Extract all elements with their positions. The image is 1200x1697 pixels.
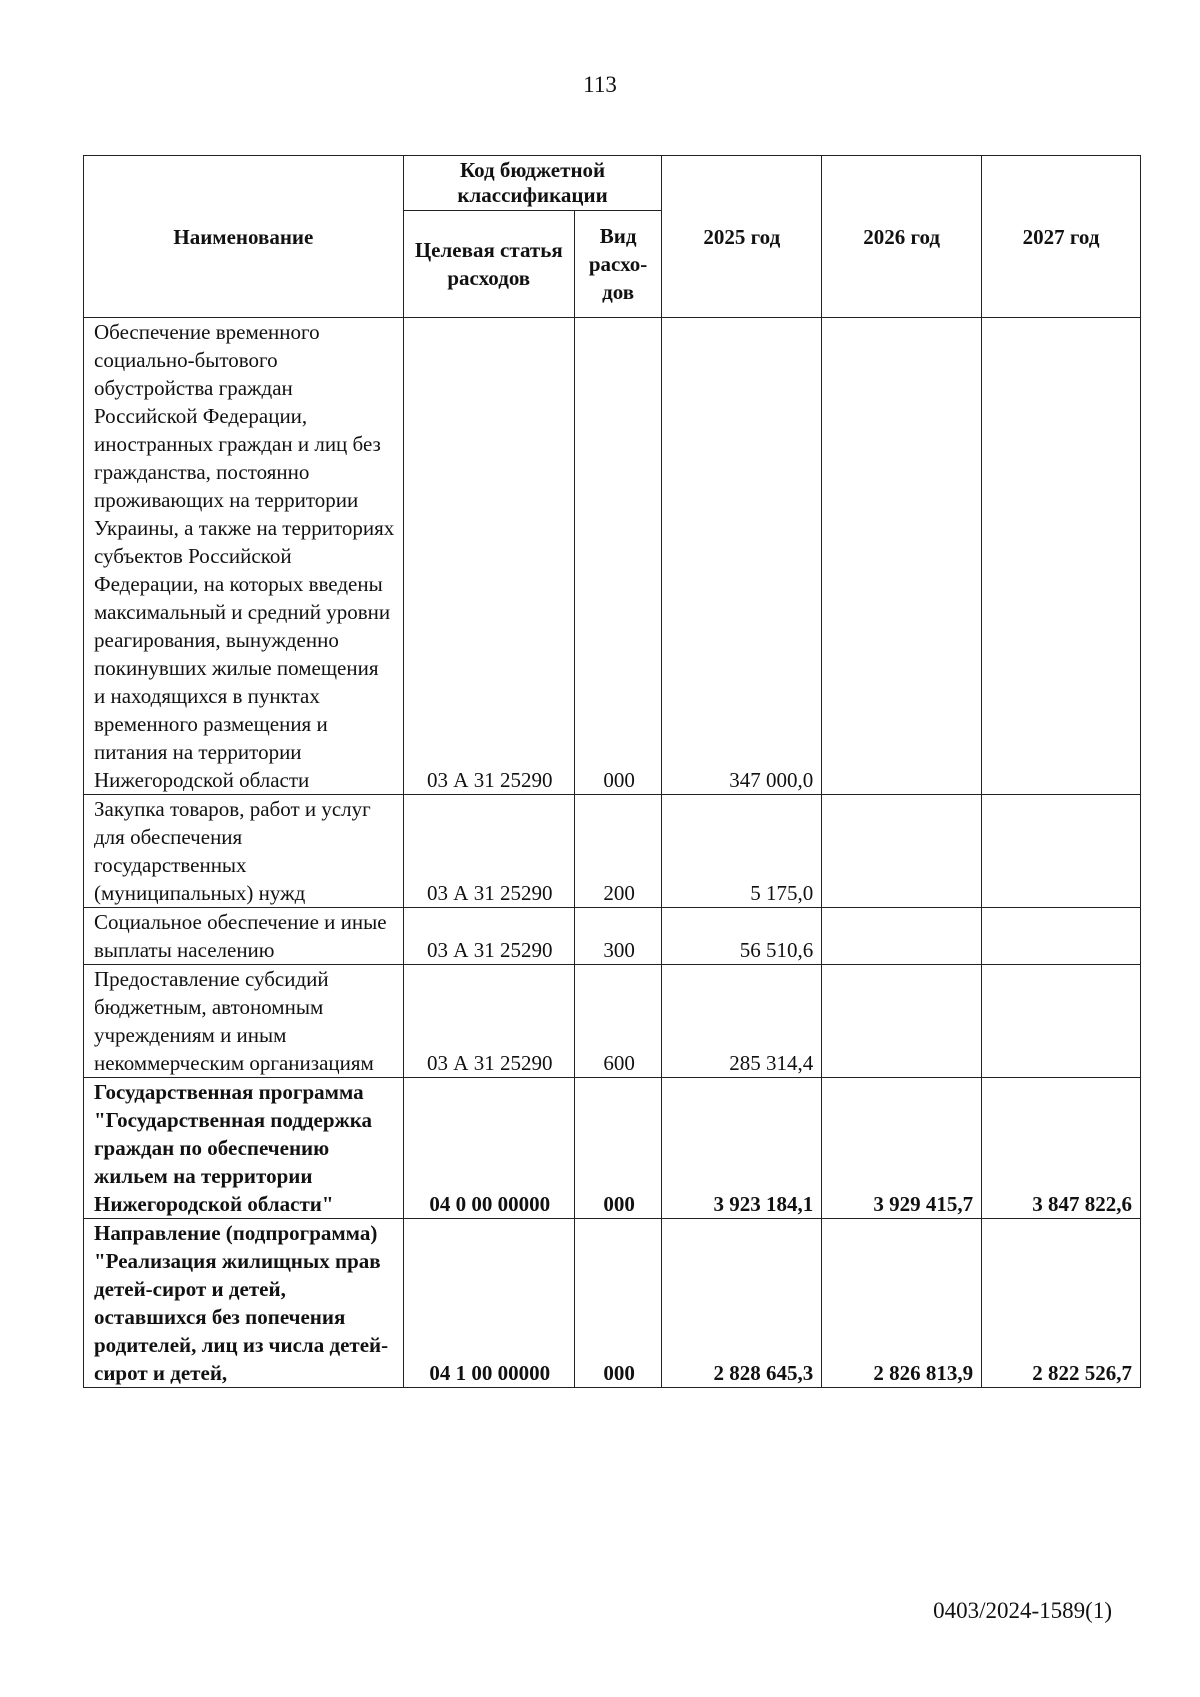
row-kind: 000 [574,1078,662,1219]
row-2027 [982,318,1141,795]
row-2025: 3 923 184,1 [662,1078,822,1219]
row-name: Закупка товаров, работ и услуг для обеспечения государственных (муниципальных) нужд [84,795,404,908]
row-2026 [822,908,982,965]
row-kind: 300 [574,908,662,965]
header-target-article: Целевая статья расходов [403,211,574,318]
page-number: 113 [583,72,617,97]
row-code: 03 А 31 25290 [403,908,574,965]
row-kind: 000 [574,1219,662,1388]
table-row [84,1219,1141,1388]
row-code: 04 0 00 00000 [403,1078,574,1219]
header-name: Наименование [84,156,404,318]
row-2026 [822,965,982,1078]
document-number: 0403/2024-1589(1) [933,1598,1112,1623]
row-2025: 2 828 645,3 [662,1219,822,1388]
header-expense-type: Вид расхо-дов [574,211,662,318]
row-2025: 285 314,4 [662,965,822,1078]
row-2027 [982,908,1141,965]
row-2027: 3 847 822,6 [982,1078,1141,1219]
row-2027 [982,795,1141,908]
row-2026 [822,318,982,795]
row-2026 [822,795,982,908]
row-name: Социальное обеспечение и иные выплаты населению [84,908,404,965]
row-kind: 000 [574,318,662,795]
table-row [84,795,1141,908]
row-2025: 5 175,0 [662,795,822,908]
row-name: Предоставление субсидий бюджетным, автономным учреждениям и иным некоммерческим организациям [84,965,404,1078]
row-2026: 3 929 415,7 [822,1078,982,1219]
row-code: 03 А 31 25290 [403,965,574,1078]
row-2026: 2 826 813,9 [822,1219,982,1388]
row-2027 [982,965,1141,1078]
row-2025: 347 000,0 [662,318,822,795]
row-name: Государственная программа "Государственная поддержка граждан по обеспечению жильем на территории Нижегородской области" [84,1078,404,1219]
row-name: Направление (подпрограмма) "Реализация жилищных прав детей-сирот и детей, оставшихся без попечения родителей, лиц из числа детей-сирот и детей, [84,1219,404,1388]
header-year-2025: 2025 год [662,156,822,318]
budget-table [83,155,1141,1388]
row-code: 03 А 31 25290 [403,318,574,795]
table-row [84,965,1141,1078]
header-year-2026: 2026 год [822,156,982,318]
header-row [84,156,1141,211]
header-code-group: Код бюджетной классификации [403,156,662,211]
row-2027: 2 822 526,7 [982,1219,1141,1388]
row-code: 03 А 31 25290 [403,795,574,908]
row-2025: 56 510,6 [662,908,822,965]
row-code: 04 1 00 00000 [403,1219,574,1388]
header-year-2027: 2027 год [982,156,1141,318]
row-kind: 600 [574,965,662,1078]
row-kind: 200 [574,795,662,908]
table-row [84,318,1141,795]
table-row [84,908,1141,965]
table-row [84,1078,1141,1219]
row-name: Обеспечение временного социально-бытового обустройства граждан Российской Федерации, иностранных граждан и лиц без гражданства, постоянно проживающих на территории Украины, а также на территориях субъектов Российской Федерации, на которых введены максимальный и средний уровни реагирования, вынужденно покинувших жилые помещения и находящихся в пунктах временного размещения и питания на территории Нижегородской области [84,318,404,795]
